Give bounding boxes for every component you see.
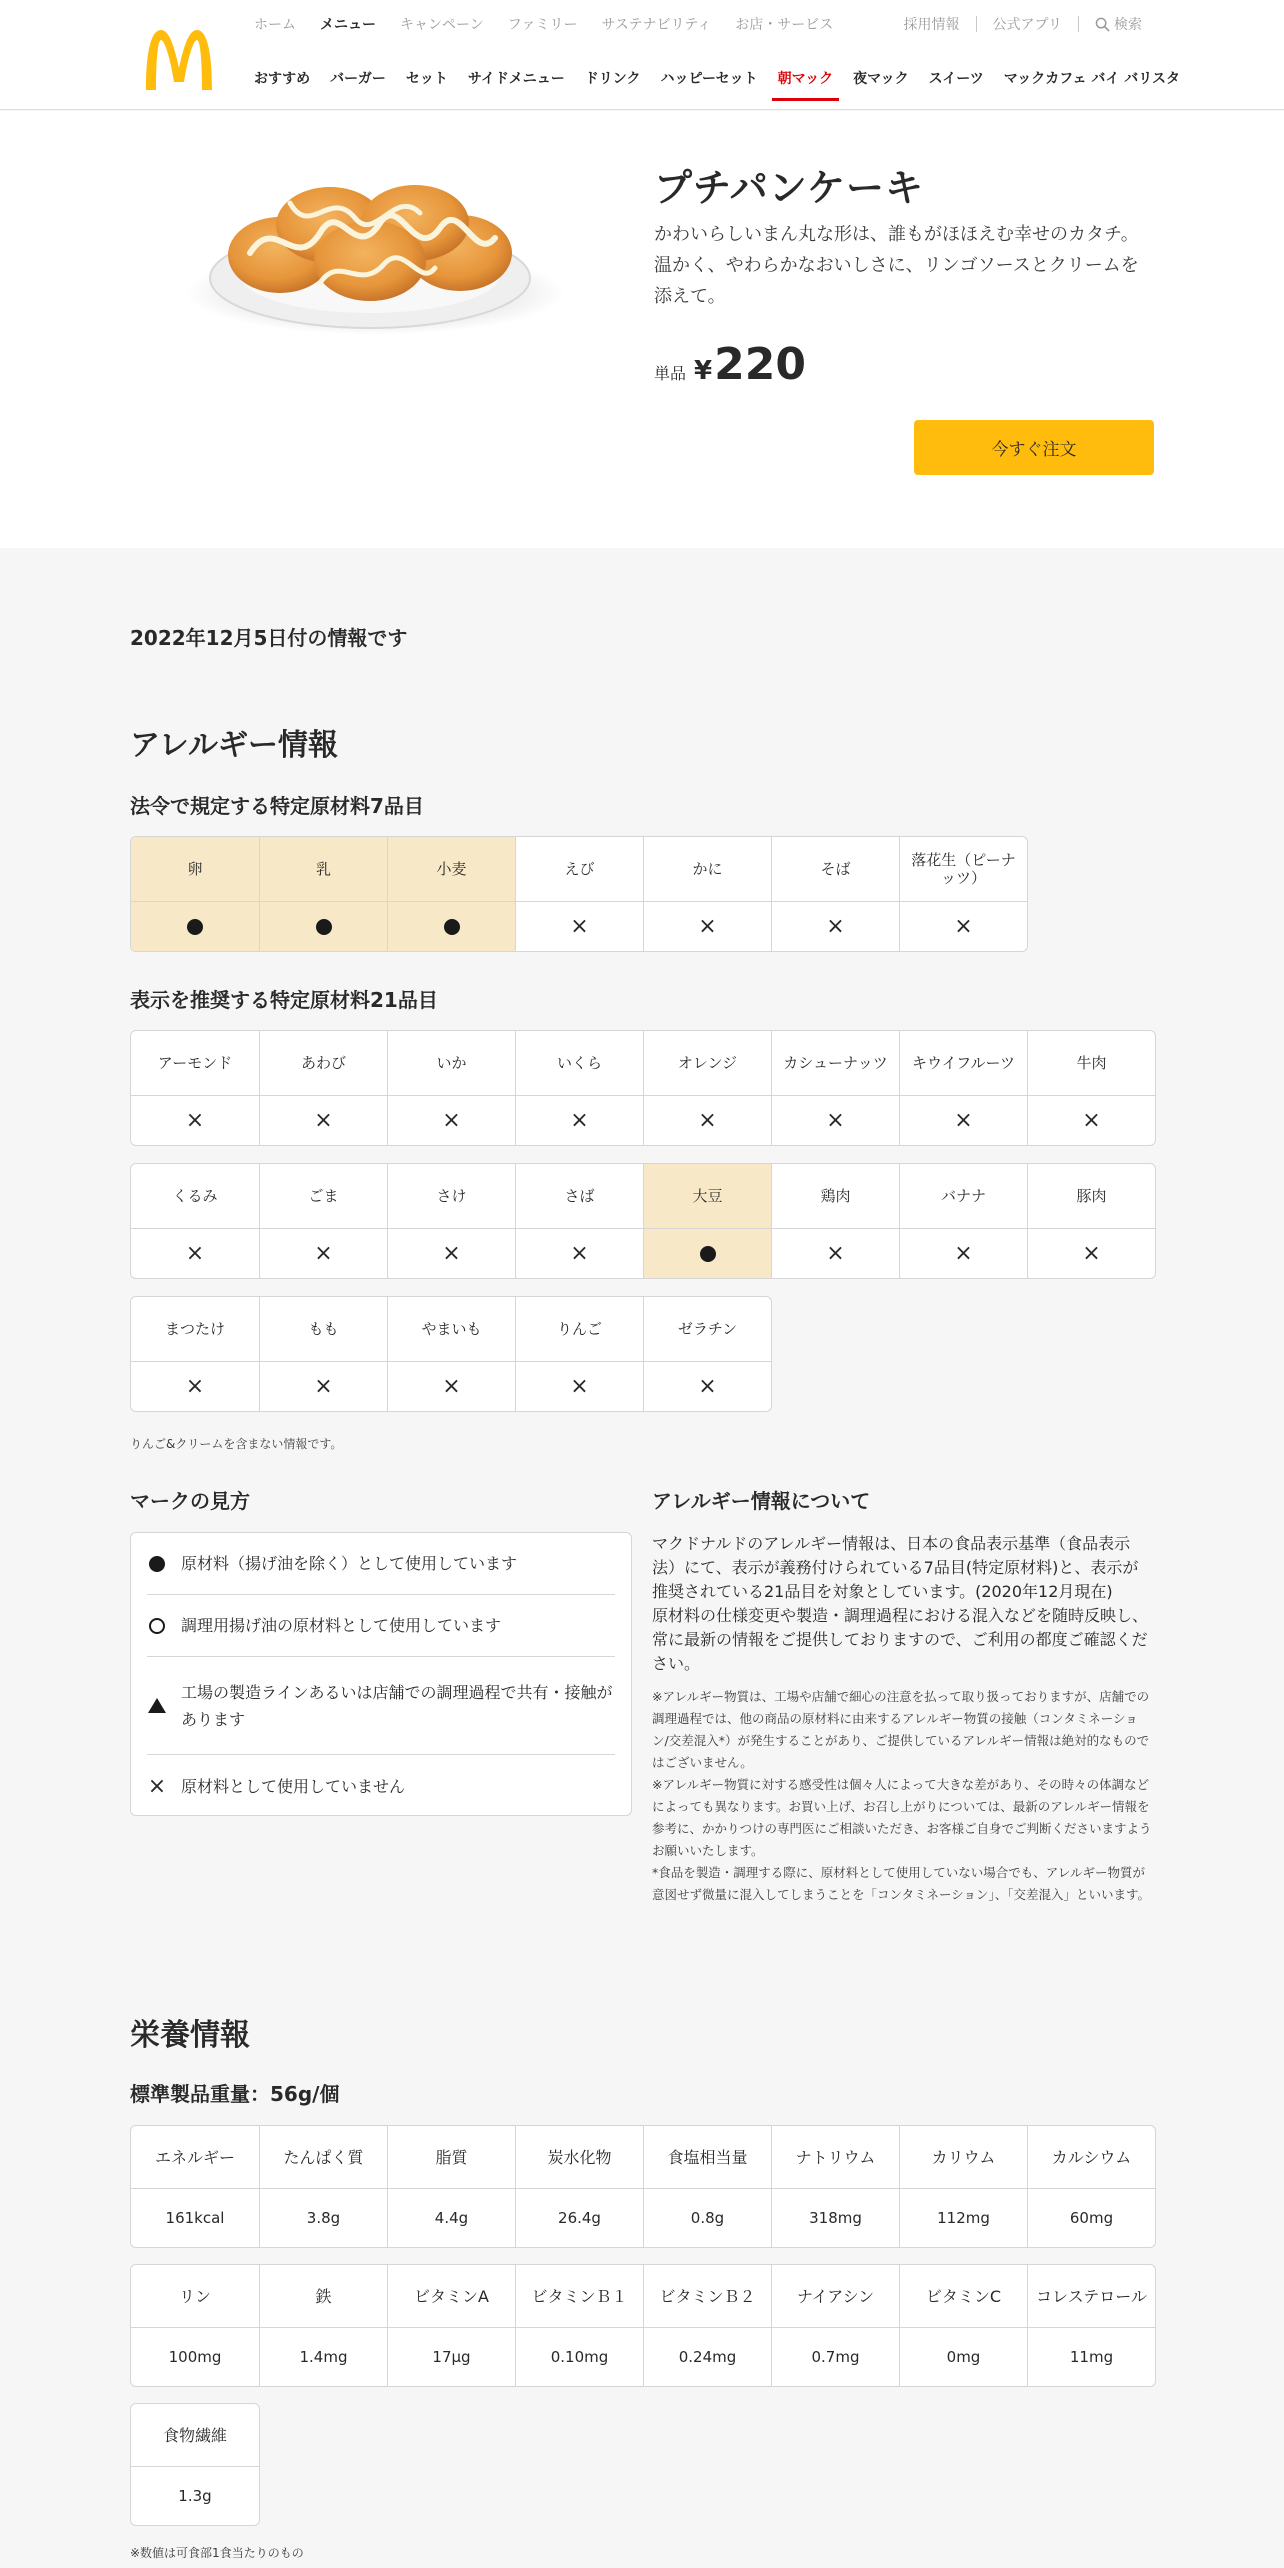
nutrient-name: リン <box>178 2286 211 2306</box>
search-button[interactable] <box>1095 14 1142 34</box>
about-allergy-body: マクドナルドのアレルギー情報は、日本の食品表示基準（食品表示法）にて、表示が義務付けられている7品目(特定原材料)と、表示が推奨されている21品目を対象としています。(2020年12月現在) 原材料の仕様変更や製造・調理過程における混入などを随時反映し、常に最新の情報をご提供しておりますので、ご利用の都度ご確認ください。 <box>652 1534 1149 1673</box>
nutrient-name: カルシウム <box>1027 2126 1155 2188</box>
cross-icon: × <box>442 1373 461 1399</box>
product-hero <box>0 111 1284 548</box>
product-image <box>180 143 580 353</box>
top-nav-campaign[interactable]: キャンペーン <box>400 17 484 33</box>
mark-legend <box>130 1532 632 1816</box>
allergen-name: ごま <box>259 1164 387 1228</box>
allergen-name: そば <box>771 837 899 901</box>
allergen-mark <box>259 1096 387 1145</box>
nutrient-name-row <box>131 2126 1155 2188</box>
cross-icon: × <box>1082 1240 1101 1266</box>
main-nav-happy-set[interactable]: ハッピーセット <box>660 71 758 87</box>
nutrient-value: 4.4g <box>387 2189 515 2247</box>
allergen-name: いくら <box>515 1031 643 1095</box>
allergen-name: くるみ <box>172 1187 218 1205</box>
nutrition-table-1 <box>130 2125 1156 2248</box>
cross-icon: × <box>954 1240 973 1266</box>
allergen-name: 小麦 <box>387 837 515 901</box>
recommended-allergens-table-2 <box>130 1163 1156 1279</box>
nutrient-value-row <box>131 2188 1155 2247</box>
divider <box>1078 16 1079 32</box>
allergen-mark <box>515 902 643 951</box>
allergen-name: ゼラチン <box>643 1297 771 1361</box>
filled-circle-icon <box>444 919 460 935</box>
about-allergy-notes: ※アレルギー物質は、工場や店舗で細心の注意を払って取り扱っておりますが、店舗での調理過程では、他の商品の原材料に由来するアレルギー物質の接触（コンタミネーション/交差混入*）が発生することがあり、ご提供しているアレルギー情報は絶対的なものではございません。 ※アレルギー物質に対する感受性は個々人によって大きな差があり、その時々の体調などによっても異なります。お買い上げ、お召し上がりについては、最新のアレルギー情報を参考に、かかりつけの専門医にご相談いただき、お客様ご自身でご判断くださいますようお願いいたします。 *食品を製造・調理する際に、原材料として使用していない場合でも、アレルギー物質が意図せず微量に混入してしまうことを「コンタミネーション」、「交差混入」といいます。 <box>652 1689 1152 1902</box>
cross-icon: × <box>826 913 845 939</box>
cross-icon: × <box>698 1373 717 1399</box>
nutrient-value: 0.8g <box>643 2189 771 2247</box>
allergen-name: 大豆 <box>643 1164 771 1228</box>
cross-icon: × <box>147 1773 167 1799</box>
cross-icon: × <box>314 1373 333 1399</box>
allergen-name: 乳 <box>259 837 387 901</box>
utility-nav <box>904 14 1142 34</box>
cross-icon: × <box>954 913 973 939</box>
legend-text: 工場の製造ラインあるいは店舗での調理過程で共有・接触があります <box>181 1682 613 1729</box>
search-icon <box>1095 17 1110 32</box>
nutrient-name: エネルギー <box>154 2147 235 2167</box>
nutrient-name: 鉄 <box>259 2265 387 2327</box>
nutrient-value: 161kcal <box>165 2208 225 2227</box>
nutrient-name: ビタミンC <box>899 2265 1027 2327</box>
price-value: 220 <box>714 339 806 390</box>
allergen-name: さけ <box>387 1164 515 1228</box>
allergen-mark <box>387 1362 515 1411</box>
nutrient-value: 112mg <box>899 2189 1027 2247</box>
legend-text: 原材料（揚げ油を除く）として使用しています <box>181 1554 518 1573</box>
allergen-mark <box>131 902 259 951</box>
allergen-name: あわび <box>259 1031 387 1095</box>
nutrient-value: 17µg <box>387 2328 515 2386</box>
recommended-allergens-table-3 <box>130 1296 772 1412</box>
nutrient-value: 60mg <box>1027 2189 1155 2247</box>
legend-item <box>147 1533 615 1595</box>
allergen-mark <box>515 1362 643 1411</box>
cross-icon: × <box>570 1240 589 1266</box>
cross-icon: × <box>1082 1107 1101 1133</box>
nutrient-name: ナイアシン <box>771 2265 899 2327</box>
recruit-link[interactable]: 採用情報 <box>903 17 960 33</box>
nutrient-value-row <box>131 2327 1155 2386</box>
allergen-mark <box>643 1096 771 1145</box>
nutrition-table-3 <box>130 2403 260 2526</box>
product-title: プチパンケーキ <box>654 166 924 210</box>
cross-icon: × <box>185 1240 205 1266</box>
allergy-heading: アレルギー情報 <box>130 728 339 763</box>
cross-icon: × <box>698 913 717 939</box>
allergen-name: いか <box>387 1031 515 1095</box>
nutrient-value: 0.10mg <box>515 2328 643 2386</box>
nutrient-value: 0.24mg <box>643 2328 771 2386</box>
allergen-mark <box>515 1096 643 1145</box>
allergen-mark <box>515 1229 643 1278</box>
allergen-mark <box>643 1362 771 1411</box>
price-label: 単品 <box>654 364 687 383</box>
allergen-name-row <box>131 1031 1155 1095</box>
allergen-name: アーモンド <box>157 1054 233 1072</box>
nutrient-value: 3.8g <box>259 2189 387 2247</box>
nutrient-name: ビタミンA <box>387 2265 515 2327</box>
nutrient-name-row <box>131 2265 1155 2327</box>
nutrient-value: 11mg <box>1027 2328 1155 2386</box>
allergen-name: カシューナッツ <box>771 1031 899 1095</box>
main-nav-sets[interactable]: セット <box>405 71 448 87</box>
allergen-mark <box>899 902 1027 951</box>
filled-circle-icon <box>187 919 203 935</box>
allergen-mark <box>387 902 515 951</box>
allergen-mark <box>131 1096 259 1145</box>
recommended-allergens-table-1 <box>130 1030 1156 1146</box>
allergen-name: 鶏肉 <box>771 1164 899 1228</box>
nutrient-name: 食塩相当量 <box>643 2126 771 2188</box>
nutrient-value: 1.4mg <box>259 2328 387 2386</box>
allergen-mark <box>387 1096 515 1145</box>
divider <box>976 16 977 32</box>
product-price <box>654 339 806 390</box>
nutrient-value: 1.3g <box>178 2486 212 2505</box>
allergen-name: バナナ <box>899 1164 1027 1228</box>
recommended-allergens-heading: 表示を推奨する特定原材料21品目 <box>130 988 438 1012</box>
order-now-button[interactable]: 今すぐ注文 <box>914 420 1154 475</box>
nutrient-name: ビタミンＢ１ <box>515 2265 643 2327</box>
allergen-name: オレンジ <box>643 1031 771 1095</box>
allergen-mark-row <box>131 1095 1155 1145</box>
nutrient-value-row <box>131 2466 259 2525</box>
allergen-mark-row <box>131 1228 1155 1278</box>
cross-icon: × <box>442 1240 461 1266</box>
nutrition-table-2 <box>130 2264 1156 2387</box>
allergen-mark <box>1027 1096 1155 1145</box>
main-nav-drinks[interactable]: ドリンク <box>584 71 641 87</box>
allergen-mark-row <box>131 1361 771 1411</box>
allergen-name-row <box>131 1164 1155 1228</box>
cross-icon: × <box>570 1107 589 1133</box>
filled-circle-icon <box>316 919 332 935</box>
main-nav-night-mac[interactable]: 夜マック <box>853 71 909 87</box>
main-nav-breakfast[interactable]: 朝マック <box>778 68 833 88</box>
allergen-mark <box>771 1229 899 1278</box>
cross-icon: × <box>314 1240 333 1266</box>
official-app-link[interactable]: 公式アプリ <box>992 17 1062 33</box>
allergen-name: 卵 <box>131 837 259 901</box>
allergen-name: 牛肉 <box>1027 1031 1155 1095</box>
nutrition-heading: 栄養情報 <box>130 2018 250 2053</box>
top-nav-stores-services[interactable]: お店・サービス <box>735 17 834 33</box>
allergen-name: 豚肉 <box>1027 1164 1155 1228</box>
allergen-name: まつたけ <box>164 1320 225 1338</box>
allergen-name: さば <box>515 1164 643 1228</box>
cross-icon: × <box>442 1107 461 1133</box>
top-nav-home[interactable]: ホーム <box>254 17 296 33</box>
allergen-mark <box>643 902 771 951</box>
main-nav-burgers[interactable]: バーガー <box>330 71 386 87</box>
cross-icon: × <box>826 1240 845 1266</box>
info-date: 2022年12月5日付の情報です <box>130 626 408 650</box>
filled-circle-icon <box>149 1556 165 1572</box>
mcdonalds-logo[interactable] <box>142 28 216 92</box>
nutrition-note: ※数値は可食部1食当たりのもの <box>130 2546 304 2560</box>
allergen-mark <box>899 1096 1027 1145</box>
legend-heading: マークの見方 <box>130 1489 250 1513</box>
main-nav <box>254 68 1180 88</box>
about-allergy-heading: アレルギー情報について <box>652 1489 871 1513</box>
cross-icon: × <box>570 913 589 939</box>
main-nav-recommended[interactable]: おすすめ <box>254 71 311 87</box>
nutrient-name: ビタミンＢ２ <box>643 2265 771 2327</box>
nutrient-name: 炭水化物 <box>515 2126 643 2188</box>
allergen-mark <box>643 1229 771 1278</box>
legend-text: 調理用揚げ油の原材料として使用しています <box>181 1616 502 1635</box>
nutrient-name: コレステロール <box>1027 2265 1155 2327</box>
nutrient-name-row <box>131 2404 259 2466</box>
allergen-mark <box>259 902 387 951</box>
nutrient-name: たんぱく質 <box>259 2126 387 2188</box>
allergen-mark <box>771 902 899 951</box>
top-nav-menu[interactable]: メニュー <box>320 17 376 33</box>
nutrient-value: 26.4g <box>515 2189 643 2247</box>
allergen-name: もも <box>259 1297 387 1361</box>
nutrient-value: 318mg <box>771 2189 899 2247</box>
main-nav-mccafe[interactable]: マックカフェ バイ バリスタ <box>1003 71 1180 87</box>
allergen-mark <box>259 1362 387 1411</box>
allergen-name-row <box>131 837 1027 901</box>
filled-circle-icon <box>700 1246 716 1262</box>
cross-icon: × <box>954 1107 973 1133</box>
product-weight: 標準製品重量：56g/個 <box>130 2082 340 2106</box>
allergen-name: 落花生（ピーナッツ） <box>899 837 1027 901</box>
legend-text: 原材料として使用していません <box>181 1776 406 1796</box>
allergen-mark <box>259 1229 387 1278</box>
allergen-mark <box>131 1229 259 1278</box>
top-nav-sustainability[interactable]: サステナビリティ <box>601 17 712 33</box>
required-allergens-table <box>130 836 1028 952</box>
nutrient-name: カリウム <box>899 2126 1027 2188</box>
nutrient-name: 脂質 <box>387 2126 515 2188</box>
main-nav-sweets[interactable]: スイーツ <box>928 71 984 87</box>
cross-icon: × <box>570 1373 589 1399</box>
site-header <box>0 0 1284 110</box>
cross-icon: × <box>185 1373 205 1399</box>
allergen-name: えび <box>515 837 643 901</box>
legend-item <box>147 1595 615 1657</box>
nutrient-name: 食物繊維 <box>162 2425 227 2445</box>
nutrient-value: 0mg <box>899 2328 1027 2386</box>
triangle-icon <box>148 1698 166 1713</box>
allergy-note: りんご&クリームを含まない情報です。 <box>130 1437 343 1451</box>
allergen-mark <box>771 1096 899 1145</box>
currency-symbol: ¥ <box>694 356 713 386</box>
nutrient-value: 100mg <box>168 2347 222 2366</box>
product-description: かわいらしいまん丸な形は、誰もがほほえむ幸せのカタチ。温かく、やわらかなおいしさに、リンゴソースとクリームを添えて。 <box>654 224 1139 307</box>
allergen-mark <box>899 1229 1027 1278</box>
required-allergens-heading: 法令で規定する特定原材料7品目 <box>130 794 424 818</box>
allergen-mark <box>387 1229 515 1278</box>
legend-item <box>147 1755 615 1817</box>
top-nav <box>254 14 833 36</box>
allergen-name: キウイフルーツ <box>899 1031 1027 1095</box>
top-nav-family[interactable]: ファミリー <box>507 17 578 33</box>
search-label: 検索 <box>1114 17 1142 33</box>
allergen-name: りんご <box>515 1297 643 1361</box>
allergen-name: やまいも <box>387 1297 515 1361</box>
cross-icon: × <box>698 1107 717 1133</box>
allergen-mark <box>131 1362 259 1411</box>
allergen-mark <box>1027 1229 1155 1278</box>
legend-item <box>147 1657 615 1755</box>
main-nav-side-menu[interactable]: サイドメニュー <box>467 71 565 87</box>
nutrient-value: 0.7mg <box>771 2328 899 2386</box>
cross-icon: × <box>314 1107 333 1133</box>
allergen-mark-row <box>131 901 1027 951</box>
cross-icon: × <box>185 1107 205 1133</box>
allergen-name: かに <box>643 837 771 901</box>
cross-icon: × <box>826 1107 845 1133</box>
nutrient-name: ナトリウム <box>771 2126 899 2188</box>
circle-outline-icon <box>149 1618 165 1634</box>
allergen-name-row <box>131 1297 771 1361</box>
